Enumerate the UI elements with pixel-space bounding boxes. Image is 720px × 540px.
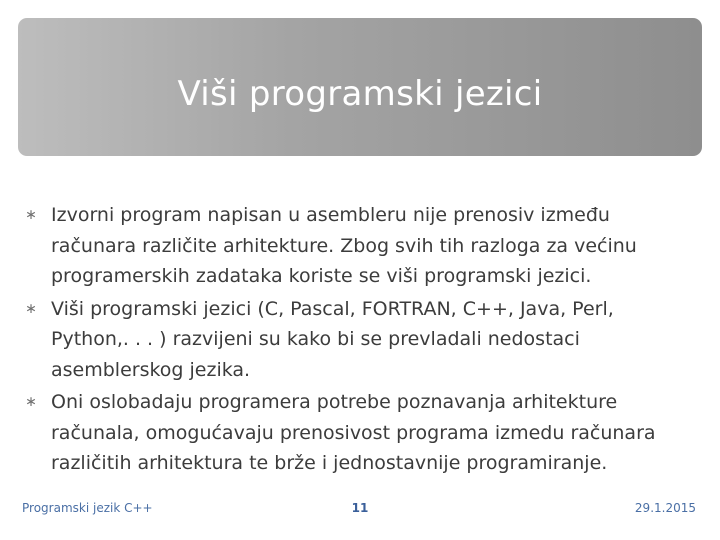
bullet-list [24,200,696,481]
asterisk-bullet-icon: ∗ [25,394,37,410]
bullet-text: Viši programski jezici (C, Pascal, FORTRAN, C++, Java, Perl, Python,. . . ) razvijeni su kako bi se prevladali nedostaci asemblerskog jezika. [51,297,614,381]
bullet-item [24,294,696,386]
asterisk-bullet-icon: ∗ [25,207,37,223]
bullet-text: Oni oslobadaju programera potrebe poznavanja arhitekture računala, omogućavaju prenosivost programa izmedu računara različitih arhitektura te brže i jednostavnije programiranje. [51,391,656,474]
footer-page-number: 11 [351,501,369,515]
bullet-item [24,387,696,479]
bullet-text: Izvorni program napisan u asembleru nije prenosiv između računara različite arhitekture. Zbog svih tih razloga za većinu programerskih zadataka koriste se viši programski jezici. [51,204,637,287]
footer-course-name: Programski jezik C++ [22,501,153,515]
bullet-item [24,200,696,292]
footer-date: 29.1.2015 [634,501,696,515]
asterisk-bullet-icon: ∗ [25,300,37,317]
slide-title: Viši programski jezici [177,74,543,114]
